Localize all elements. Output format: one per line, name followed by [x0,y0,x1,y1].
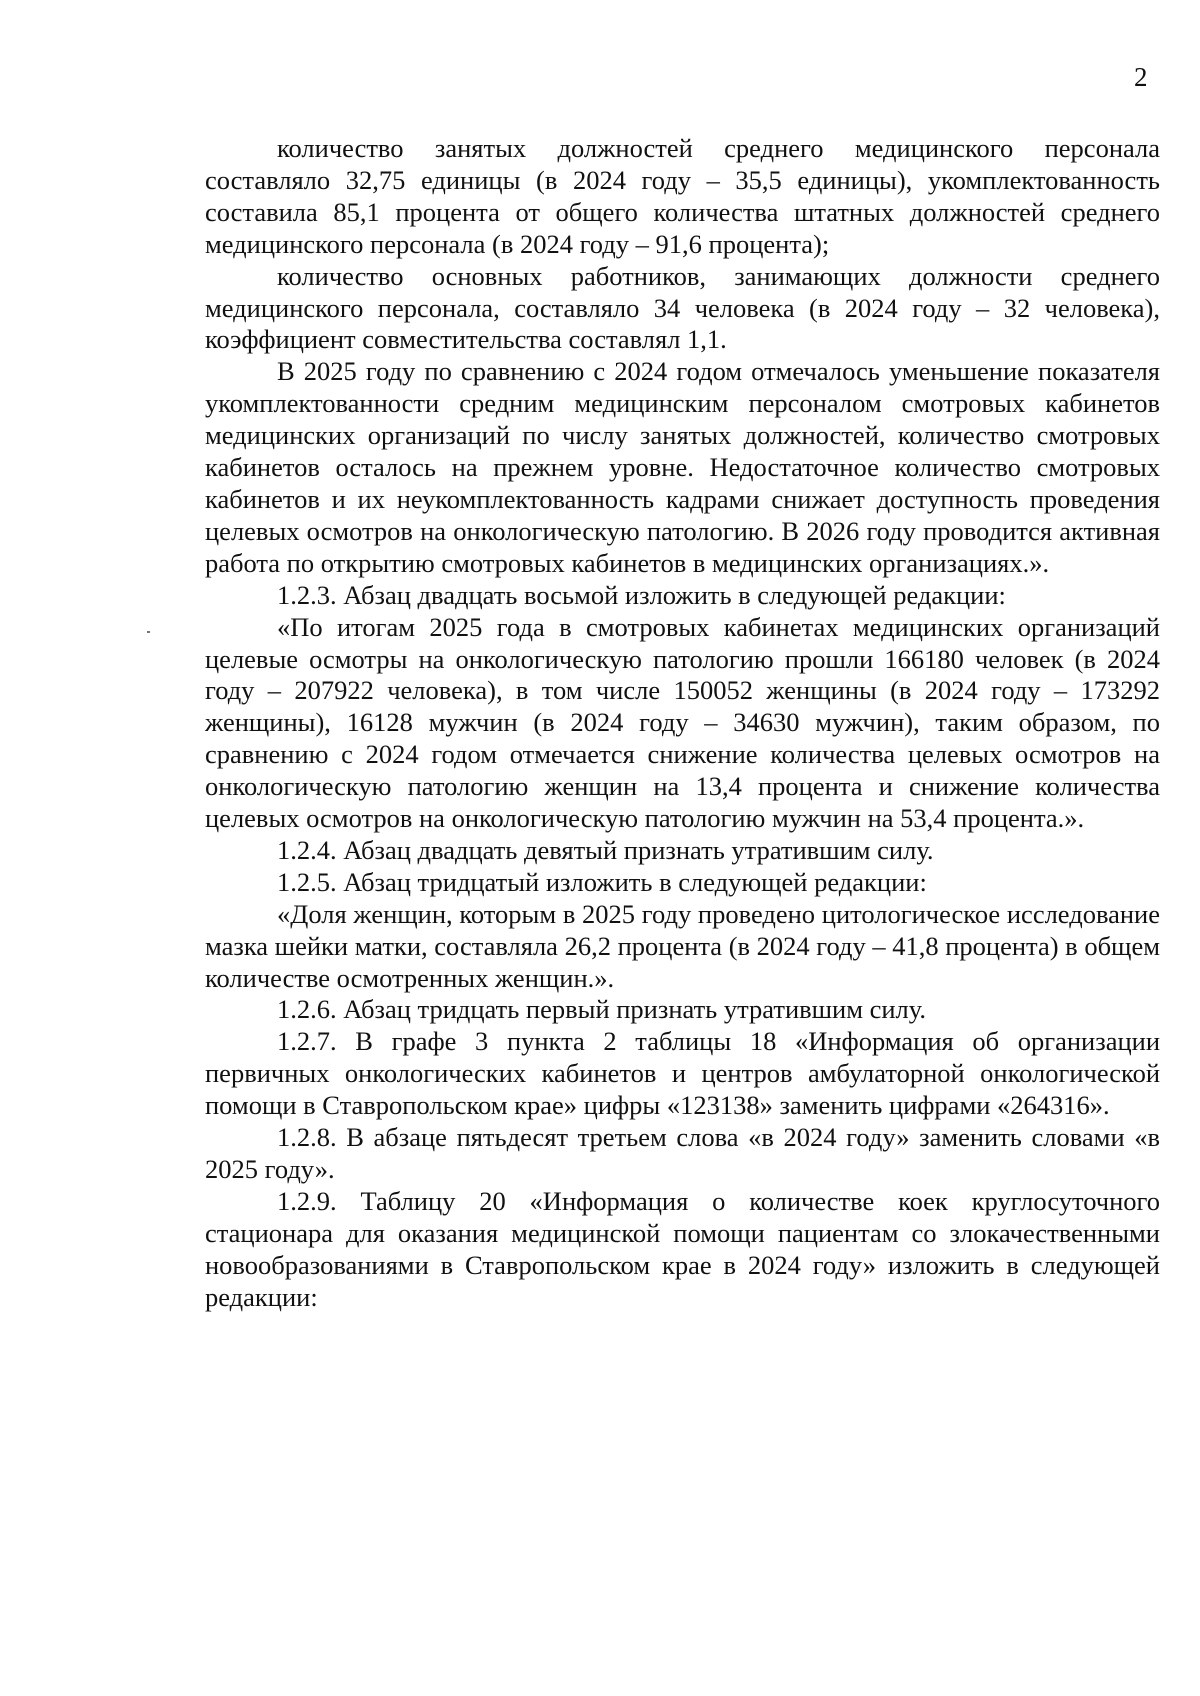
paragraph-staff-count: количество основных работников, занимающих должности среднего медицинского персонала, составляло 34 человека (в 2024 году – 32 человека), коэффициент совместительства составлял 1,1. [205,260,1160,355]
scan-speck [147,631,150,633]
paragraph-cytology-share: «Доля женщин, которым в 2025 году проведено цитологическое исследование мазка шейки матки, составляла 26,2 процента (в 2024 году – 41,8 процента) в общем количестве осмотренных женщин.». [205,898,1160,993]
paragraph-item-1-2-3: 1.2.3. Абзац двадцать восьмой изложить в следующей редакции: [277,579,1006,610]
paragraph-item-1-2-5: 1.2.5. Абзац тридцатый изложить в следующей редакции: [277,866,927,897]
paragraph-item-1-2-6: 1.2.6. Абзац тридцать первый признать утратившим силу. [277,994,927,1025]
paragraph-item-1-2-4: 1.2.4. Абзац двадцать девятый признать утратившим силу. [277,834,934,865]
paragraph-staffing-positions: количество занятых должностей среднего медицинского персонала составляло 32,75 единицы (в 2024 году – 35,5 единицы), укомплектованность составила 85,1 процента от общего количества штатных должностей среднего медицинского персонала (в 2024 году – 91,6 процента); [205,133,1160,259]
paragraph-item-1-2-7: 1.2.7. В графе 3 пункта 2 таблицы 18 «Информация об организации первичных онкологических кабинетов и центров амбулаторной онкологической помощи в Ставропольском крае» цифры «123138» заменить цифрами «264316». [205,1026,1160,1121]
paragraph-screening-results: «По итогам 2025 года в смотровых кабинетах медицинских организаций целевые осмотры на онкологическую патологию прошли 166180 человек (в 2024 году – 207922 человека), в том числе 150052 женщины (в 2024 году – 173292 женщины), 16128 мужчин (в 2024 году – 34630 мужчин), таким образом, по сравнению с 2024 годом отмечается снижение количества целевых осмотров на онкологическую патологию женщин на 13,4 процента и снижение количества целевых осмотров на онкологическую патологию мужчин на 53,4 процента.». [205,611,1160,834]
paragraph-item-1-2-8: 1.2.8. В абзаце пятьдесят третьем слова «в 2024 году» заменить словами «в 2025 году». [205,1122,1160,1184]
document-body [205,133,1160,1314]
paragraph-2025-comparison: В 2025 году по сравнению с 2024 годом отмечалось уменьшение показателя укомплектованности средним медицинским персоналом смотровых кабинетов медицинских организаций по числу занятых должностей, количество смотровых кабинетов осталось на прежнем уровне. Недостаточное количество смотровых кабинетов и их неукомплектованность кадрами снижает доступность проведения целевых осмотров на онкологическую патологию. В 2026 году проводится активная работа по открытию смотровых кабинетов в медицинских организациях.». [205,356,1160,578]
paragraph-item-1-2-9: 1.2.9. Таблицу 20 «Информация о количестве коек круглосуточного стационара для оказания медицинской помощи пациентам со злокачественными новообразованиями в Ставропольском крае в 2024 году» изложить в следующей редакции: [205,1185,1160,1312]
page-number: 2 [1134,62,1148,92]
